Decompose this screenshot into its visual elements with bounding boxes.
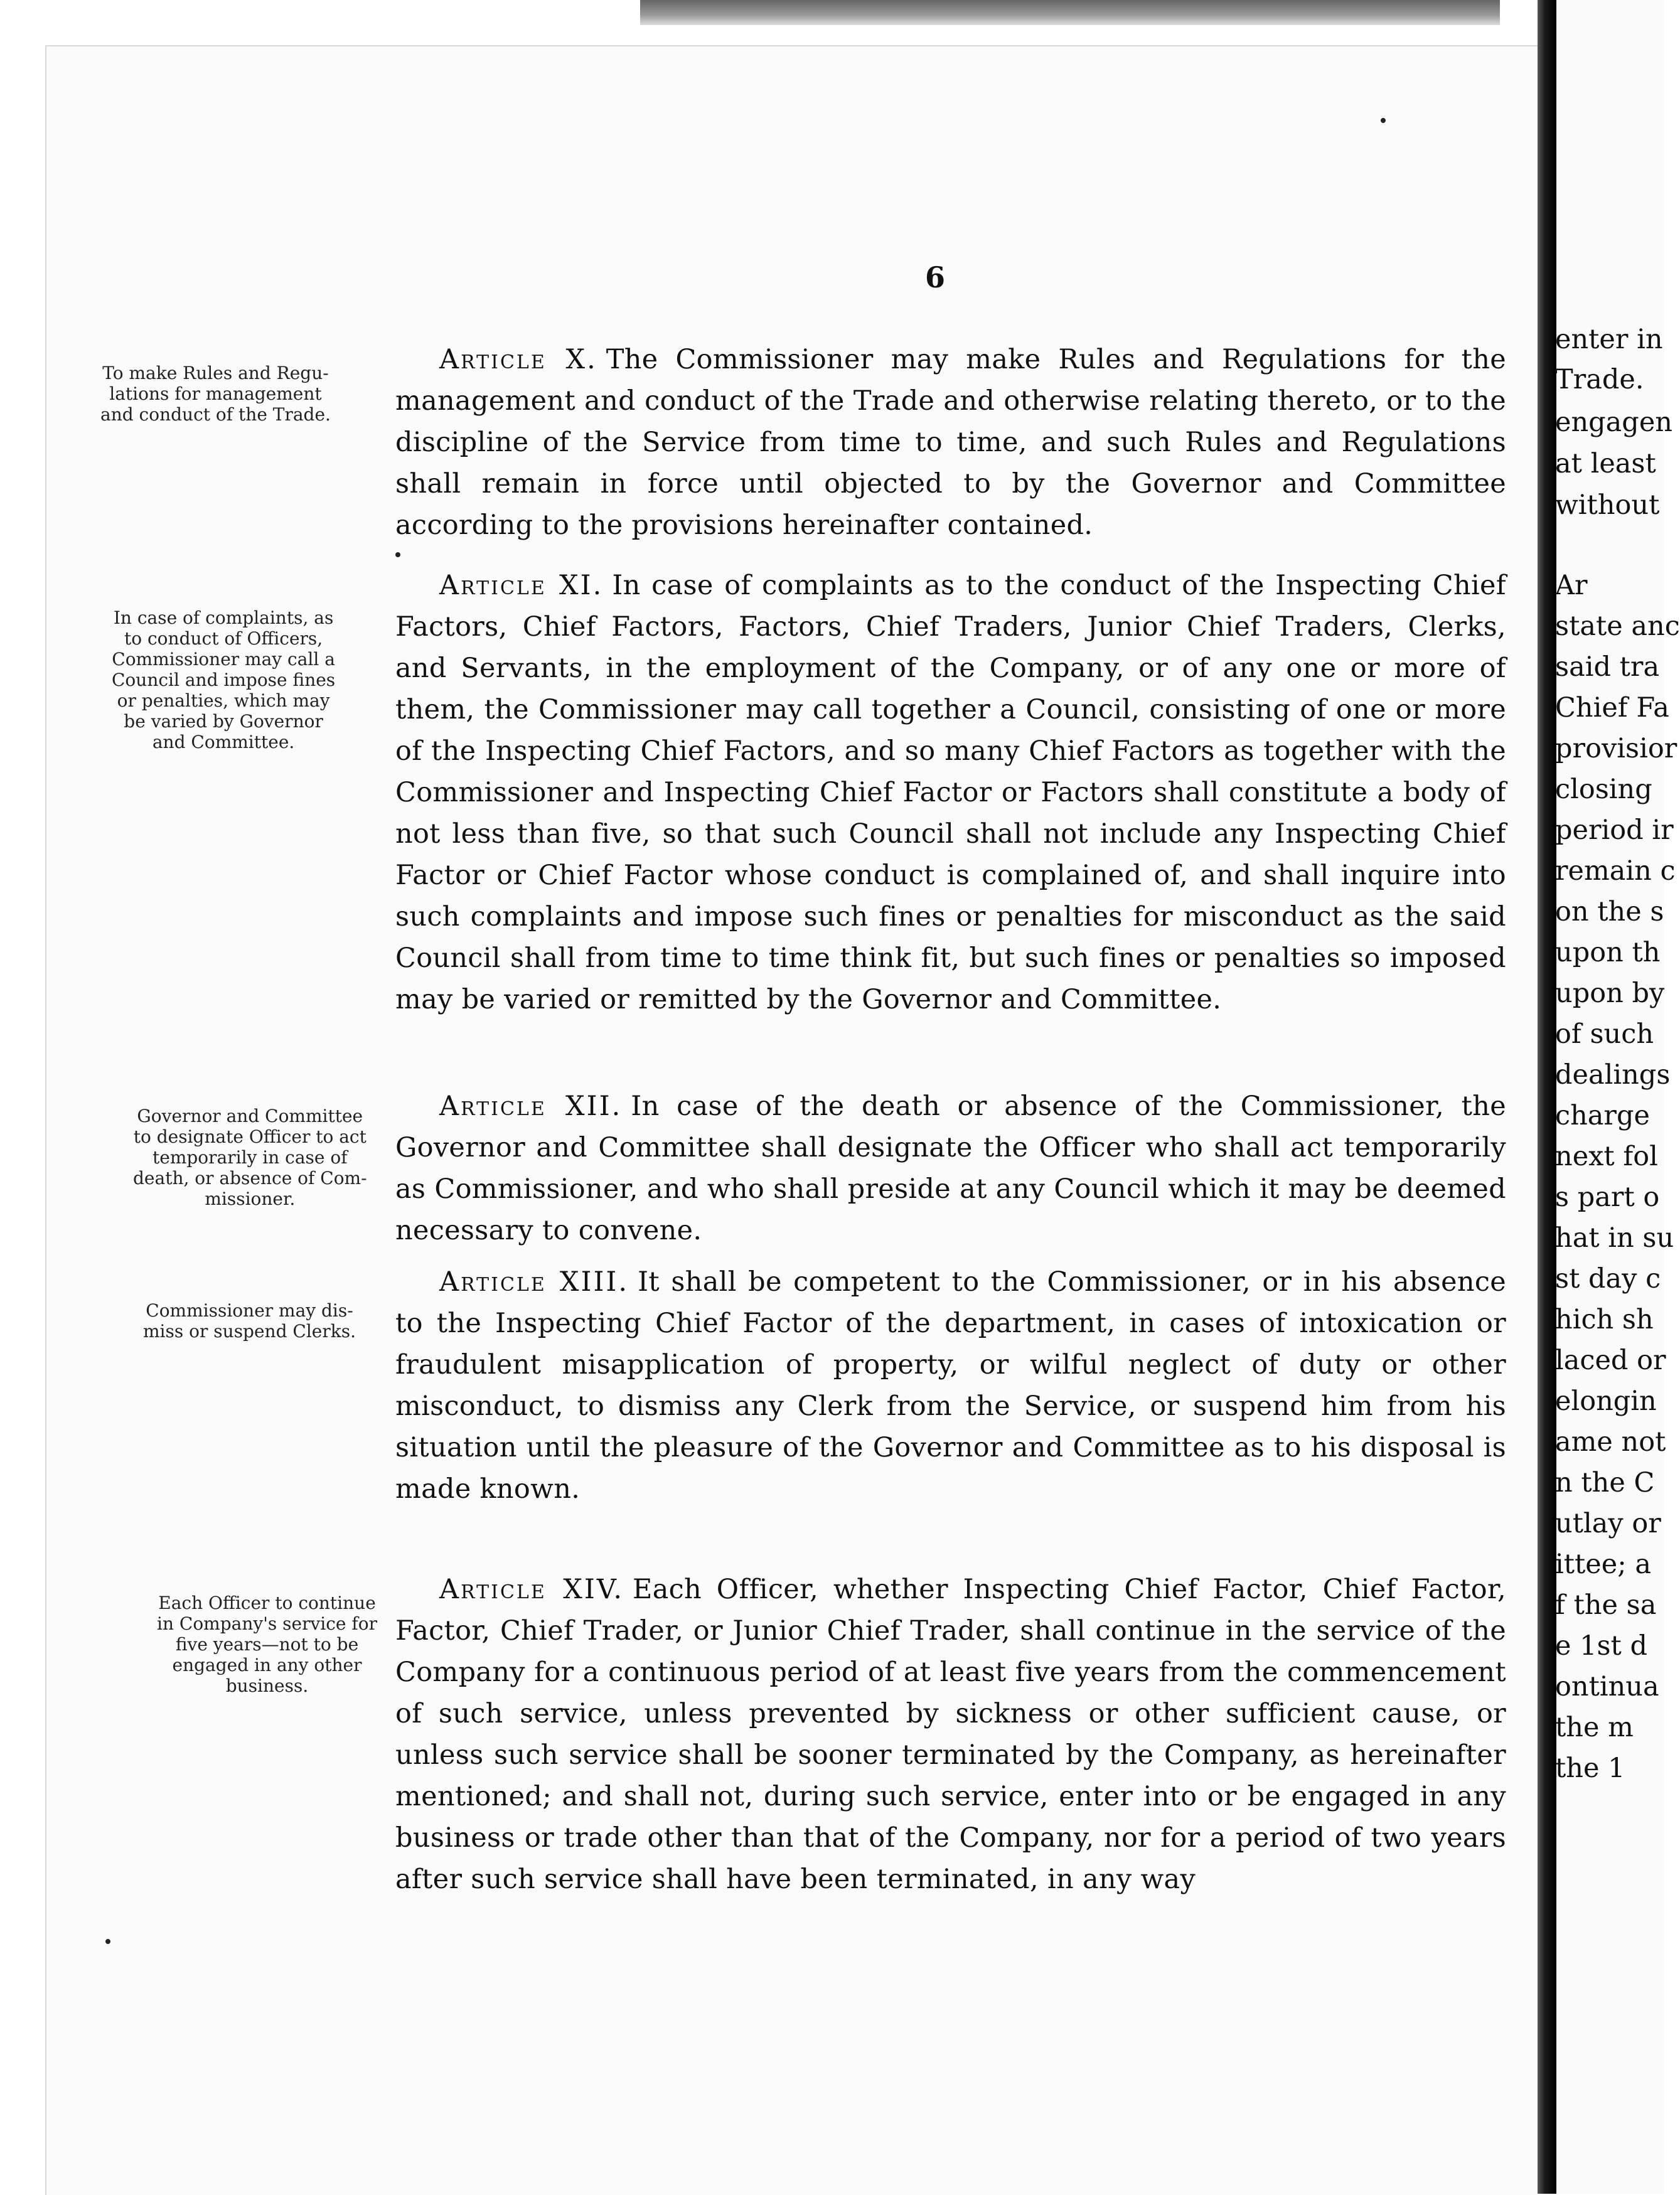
article-heading: Article XIII. <box>439 1266 629 1298</box>
speck <box>1381 118 1386 123</box>
article-heading: Article XIV. <box>439 1574 624 1605</box>
adjacent-page-fragment: n the C <box>1555 1467 1655 1498</box>
adjacent-page-fragment: provisior <box>1555 733 1677 764</box>
margin-note-dismiss-clerks: Commissioner may dis- miss or suspend Clerks. <box>143 1300 356 1342</box>
adjacent-page-fragment: Ar <box>1555 570 1588 601</box>
adjacent-page-fragment: hat in su <box>1555 1222 1674 1254</box>
adjacent-page-fragment: without <box>1555 489 1660 521</box>
article-xiv <box>395 1569 1506 1900</box>
article-x <box>395 339 1506 546</box>
scan-top-shadow <box>640 0 1500 25</box>
article-xii <box>395 1086 1506 1251</box>
article-text: In case of the death or absence of the Commissioner, the Governor and Committee shall designate the Officer who shall act temporarily as Commissioner, and who shall preside at any Council which it may be deemed necessary to convene. <box>395 1091 1507 1246</box>
adjacent-page-fragment: engagen <box>1555 407 1672 438</box>
margin-note-complaints: In case of complaints, as to conduct of Officers, Commissioner may call a Council and impose fines or penalties, which may be varied by Governor and Committee. <box>112 607 336 752</box>
adjacent-page-fragment: next fol <box>1555 1141 1658 1172</box>
speck <box>105 1939 110 1944</box>
article-xi <box>395 565 1506 1020</box>
margin-note-five-years: Each Officer to continue in Company's service for five years—not to be engaged in any other business. <box>157 1593 378 1696</box>
article-text: The Commissioner may make Rules and Regulations for the management and conduct of the Trade and otherwise relating thereto, or to the discipline of the Service from time to time, and such Rules and Regulations shall remain in force until objected to by the Governor and Committee according to the provisions hereinafter contained. <box>395 344 1507 541</box>
article-heading: Article XI. <box>439 570 604 601</box>
adjacent-page-fragment: ame not <box>1555 1426 1666 1458</box>
adjacent-page-fragment: dealings <box>1555 1059 1671 1091</box>
adjacent-page-fragment: the 1 <box>1555 1753 1625 1784</box>
adjacent-page-fragment: closing <box>1555 774 1652 805</box>
article-xiii <box>395 1261 1506 1510</box>
margin-note-rules: To make Rules and Regu- lations for management and conduct of the Trade. <box>100 363 331 425</box>
adjacent-page-fragment: upon th <box>1555 937 1661 968</box>
adjacent-page-fragment: of such <box>1555 1018 1654 1050</box>
adjacent-page-fragment: at least <box>1555 448 1656 479</box>
article-text: In case of complaints as to the conduct of the Inspecting Chief Factors, Chief Factors, Factors, Chief Traders, Junior Chief Traders, Clerks, and Servants, in the employment of the Company, or of any one or more of them, the Commissioner may call together a Council, consisting of one or more of the Inspecting Chief Factors, and so many Chief Factors as together with the Commissioner and Inspecting Chief Factor or Factors shall constitute a body of not less than five, so that such Council shall not include any Inspecting Chief Factor or Chief Factor whose conduct is complained of, and shall inquire into such complaints and impose such fines or penalties for misconduct as the said Council shall from time to time think fit, but such fines or penalties so imposed may be varied or remitted by the Governor and Committee. <box>395 570 1507 1015</box>
adjacent-page-fragment: upon by <box>1555 978 1665 1009</box>
book-gutter <box>1538 0 1556 2194</box>
adjacent-page-fragment: charge <box>1555 1100 1650 1131</box>
page-number: 6 <box>925 260 946 294</box>
adjacent-page-fragment: on the s <box>1555 896 1664 927</box>
adjacent-page-fragment: period ir <box>1555 814 1674 846</box>
speck <box>395 552 400 557</box>
adjacent-page-fragment: elongin <box>1555 1386 1657 1417</box>
adjacent-page-fragment: ittee; a <box>1555 1549 1651 1580</box>
adjacent-page-fragment: ontinua <box>1555 1671 1659 1702</box>
article-heading: Article X. <box>439 344 597 375</box>
adjacent-page-fragment: state anc <box>1555 611 1680 642</box>
adjacent-page-fragment: Chief Fa <box>1555 692 1669 724</box>
article-text: It shall be competent to the Commissioner, or in his absence to the Inspecting Chief Factor of the department, in cases of intoxication or fraudulent misapplication of property, or wilful neglect of duty or other misconduct, to dismiss any Clerk from the Service, or suspend him from his situation until the pleasure of the Governor and Committee as to his disposal is made known. <box>395 1266 1507 1505</box>
adjacent-page-fragment: st day c <box>1555 1263 1661 1295</box>
adjacent-page-fragment: remain c <box>1555 855 1676 887</box>
adjacent-page-fragment: e 1st d <box>1555 1630 1648 1662</box>
adjacent-page-fragment: said tra <box>1555 651 1660 683</box>
article-text: Each Officer, whether Inspecting Chief Factor, Chief Factor, Factor, Chief Trader, or Junior Chief Trader, shall continue in the service of the Company for a continuous period of at least five years from the commencement of such service, unless prevented by sickness or other sufficient cause, or unless such service shall be sooner terminated by the Company, as hereinafter mentioned; and shall not, during such service, enter into or be engaged in any business or trade other than that of the Company, nor for a period of two years after such service shall have been terminated, in any way <box>395 1574 1506 1895</box>
margin-note-temporary-officer: Governor and Committee to designate Officer to act temporarily in case of death, or absence of Com- missioner. <box>133 1106 367 1209</box>
adjacent-page-fragment: hich sh <box>1555 1304 1654 1335</box>
adjacent-page-fragment: utlay or <box>1555 1508 1661 1539</box>
adjacent-page-fragment: f the sa <box>1555 1589 1657 1621</box>
adjacent-page-fragment: the m <box>1555 1712 1634 1743</box>
adjacent-page-fragment: enter in <box>1555 324 1663 355</box>
article-heading: Article XII. <box>439 1091 623 1122</box>
adjacent-page-fragment: laced or <box>1555 1345 1666 1376</box>
adjacent-page-fragment: s part o <box>1555 1182 1660 1213</box>
adjacent-page-fragment: Trade. <box>1555 364 1644 395</box>
